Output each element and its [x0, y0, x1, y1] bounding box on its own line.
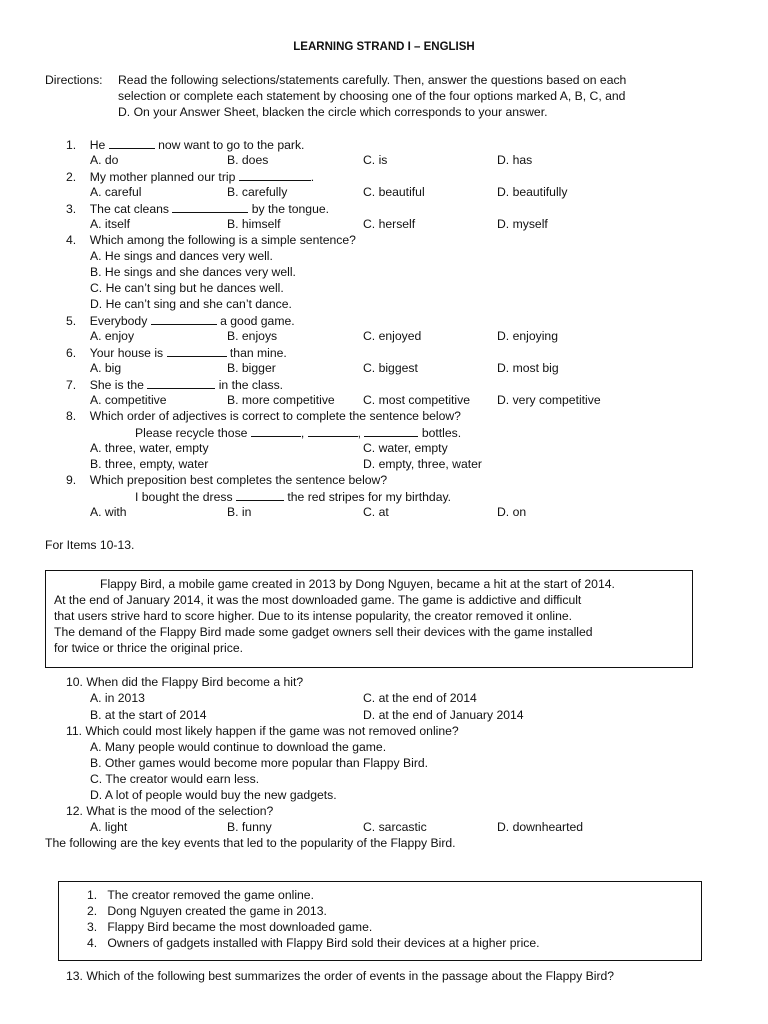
sentence-text: bottles. [421, 426, 462, 440]
question-text: Which among the following is a simple sentence? [89, 233, 356, 247]
question-number: 6. [66, 346, 77, 360]
directions-label: Directions: [45, 73, 103, 87]
option-b: B. carefully [227, 185, 288, 199]
option-d: D. at the end of January 2014 [363, 708, 524, 722]
question-number: 4. [66, 233, 77, 247]
option-a: A. He sings and dances very well. [90, 249, 273, 263]
question-text: My mother planned our trip [89, 170, 236, 184]
question-text: by the tongue. [251, 202, 330, 216]
option-d: D. has [497, 153, 533, 167]
question-number: 13. [66, 969, 83, 983]
question-text: He [89, 138, 106, 152]
event-number: 4. [87, 936, 98, 950]
option-c: C. herself [363, 217, 416, 231]
option-c: C. water, empty [363, 441, 448, 455]
items-label: For Items 10-13. [45, 538, 135, 552]
separator: , [357, 426, 362, 440]
separator: , [300, 426, 305, 440]
option-a: A. big [90, 361, 122, 375]
question-text: Which preposition best completes the sentence below? [89, 473, 388, 487]
option-b: B. in [227, 505, 252, 519]
directions-line-2: selection or complete each statement by choosing one of the four options marked A, B, C, and [118, 89, 626, 103]
event-item [87, 936, 540, 950]
question-text: Which of the following best summarizes the order of events in the passage about the Flappy Bird? [86, 969, 615, 983]
option-c: C. enjoyed [363, 329, 422, 343]
passage-box [45, 570, 693, 668]
event-item [87, 904, 327, 918]
event-item [87, 888, 314, 902]
question-text: . [310, 170, 315, 184]
question-text: The cat cleans [89, 202, 169, 216]
question-number: 5. [66, 314, 77, 328]
option-a: A. Many people would continue to download the game. [90, 740, 387, 754]
answer-blank [109, 137, 155, 149]
question-8 [66, 409, 461, 423]
question-number: 10. [66, 675, 83, 689]
question-text: What is the mood of the selection? [86, 804, 274, 818]
page-title: LEARNING STRAND I – ENGLISH [293, 41, 475, 53]
question-6 [66, 345, 287, 360]
option-b: B. bigger [227, 361, 276, 375]
question-13 [66, 969, 614, 983]
option-c: C. is [363, 153, 388, 167]
answer-blank [147, 377, 215, 389]
option-c: C. The creator would earn less. [90, 772, 260, 786]
event-item [87, 920, 372, 934]
option-b: B. funny [227, 820, 272, 834]
option-a: A. with [90, 505, 127, 519]
question-text: Which could most likely happen if the game was not removed online? [85, 724, 459, 738]
question-number: 7. [66, 378, 77, 392]
question-2 [66, 169, 314, 184]
option-a: A. in 2013 [90, 691, 145, 705]
question-text: She is the [89, 378, 144, 392]
passage-line-3: that users strive hard to score higher. Due to its intense popularity, the creator removed it online. [54, 609, 573, 623]
option-a: A. light [90, 820, 128, 834]
option-c: C. He can’t sing but he dances well. [90, 281, 284, 295]
event-text: Dong Nguyen created the game in 2013. [107, 904, 327, 918]
question-text: Everybody [89, 314, 148, 328]
event-number: 2. [87, 904, 98, 918]
question-number: 1. [66, 138, 77, 152]
answer-blank [239, 169, 311, 181]
option-b: B. enjoys [227, 329, 278, 343]
option-b: B. does [227, 153, 269, 167]
question-5 [66, 313, 295, 328]
answer-blank [236, 489, 284, 501]
event-text: Owners of gadgets installed with Flappy Bird sold their devices at a higher price. [107, 936, 540, 950]
option-b: B. at the start of 2014 [90, 708, 207, 722]
question-text: Your house is [89, 346, 164, 360]
question-number: 3. [66, 202, 77, 216]
event-number: 1. [87, 888, 98, 902]
question-text: When did the Flappy Bird become a hit? [86, 675, 304, 689]
key-events-intro: The following are the key events that led to the popularity of the Flappy Bird. [45, 836, 456, 850]
question-number: 8. [66, 409, 77, 423]
option-d: D. A lot of people would buy the new gadgets. [90, 788, 337, 802]
option-b: B. himself [227, 217, 281, 231]
answer-blank [151, 313, 217, 325]
passage-line-4: The demand of the Flappy Bird made some gadget owners sell their devices with the game installed [54, 625, 593, 639]
event-text: Flappy Bird became the most downloaded game. [107, 920, 373, 934]
answer-blank [251, 425, 301, 437]
option-a: A. itself [90, 217, 130, 231]
sentence-text: I bought the dress [135, 490, 233, 504]
directions-line-3: D. On your Answer Sheet, blacken the circle which corresponds to your answer. [118, 105, 548, 119]
option-a: A. competitive [90, 393, 167, 407]
question-number: 9. [66, 473, 77, 487]
events-box [58, 881, 702, 961]
option-d: D. empty, three, water [363, 457, 482, 471]
option-c: C. at [363, 505, 389, 519]
question-number: 11. [66, 724, 83, 738]
answer-blank [172, 201, 248, 213]
option-a: A. enjoy [90, 329, 135, 343]
event-text: The creator removed the game online. [107, 888, 314, 902]
question-text: a good game. [220, 314, 295, 328]
passage-line-5: for twice or thrice the original price. [54, 641, 243, 655]
option-b: B. Other games would become more popular than Flappy Bird. [90, 756, 429, 770]
option-b: B. He sings and she dances very well. [90, 265, 296, 279]
option-d: D. downhearted [497, 820, 584, 834]
sentence-text: Please recycle those [135, 426, 248, 440]
option-d: D. myself [497, 217, 548, 231]
option-c: C. beautiful [363, 185, 425, 199]
answer-blank [364, 425, 418, 437]
option-d: D. most big [497, 361, 559, 375]
directions-line-1: Read the following selections/statements carefully. Then, answer the questions based on each [118, 73, 627, 87]
question-4 [66, 233, 356, 247]
option-c: C. most competitive [363, 393, 471, 407]
option-b: B. more competitive [227, 393, 335, 407]
option-d: D. on [497, 505, 527, 519]
option-d: D. very competitive [497, 393, 601, 407]
question-text: in the class. [218, 378, 284, 392]
option-a: A. three, water, empty [90, 441, 209, 455]
question-number: 12. [66, 804, 83, 818]
question-9 [66, 473, 387, 487]
question-text: than mine. [229, 346, 287, 360]
question-11 [66, 724, 459, 738]
question-1 [66, 137, 304, 152]
question-number: 2. [66, 170, 77, 184]
answer-blank [308, 425, 358, 437]
option-a: A. careful [90, 185, 142, 199]
question-3 [66, 201, 329, 216]
option-d: D. enjoying [497, 329, 558, 343]
option-c: C. at the end of 2014 [363, 691, 477, 705]
question-7 [66, 377, 283, 392]
question-text: Which order of adjectives is correct to complete the sentence below? [89, 409, 461, 423]
question-text: now want to go to the park. [158, 138, 305, 152]
option-b: B. three, empty, water [90, 457, 209, 471]
option-a: A. do [90, 153, 119, 167]
option-c: C. biggest [363, 361, 418, 375]
question-10 [66, 675, 303, 689]
question-12 [66, 804, 273, 818]
passage-line-1: Flappy Bird, a mobile game created in 2013 by Dong Nguyen, became a hit at the start of 2014. [100, 577, 615, 591]
event-number: 3. [87, 920, 98, 934]
question-8-sentence [135, 425, 461, 440]
question-9-sentence [135, 489, 451, 504]
answer-blank [167, 345, 227, 357]
passage-line-2: At the end of January 2014, it was the most downloaded game. The game is addictive and difficult [54, 593, 582, 607]
sentence-text: the red stripes for my birthday. [287, 490, 452, 504]
option-c: C. sarcastic [363, 820, 427, 834]
option-d: D. He can’t sing and she can’t dance. [90, 297, 292, 311]
option-d: D. beautifully [497, 185, 568, 199]
